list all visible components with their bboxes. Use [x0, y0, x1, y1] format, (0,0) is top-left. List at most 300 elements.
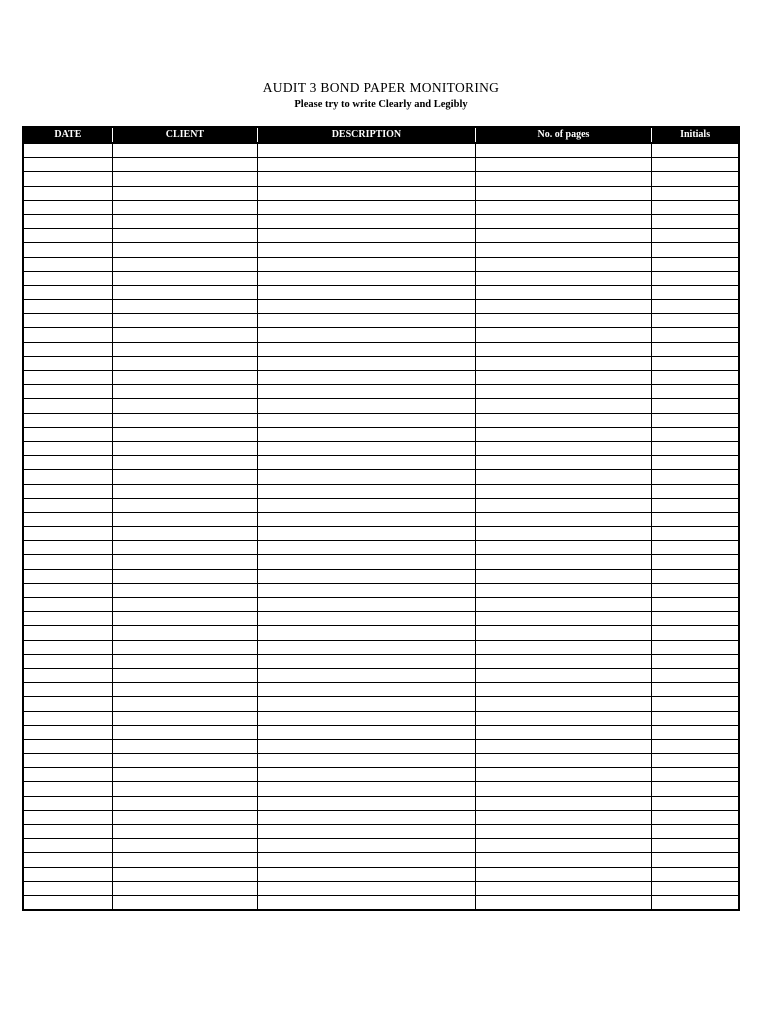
- cell-initials[interactable]: [652, 839, 739, 853]
- cell-client[interactable]: [112, 711, 257, 725]
- cell-initials[interactable]: [652, 739, 739, 753]
- cell-initials[interactable]: [652, 257, 739, 271]
- cell-initials[interactable]: [652, 143, 739, 158]
- cell-client[interactable]: [112, 399, 257, 413]
- cell-date[interactable]: [23, 839, 112, 853]
- cell-client[interactable]: [112, 441, 257, 455]
- table-row: [23, 867, 739, 881]
- cell-pages[interactable]: [475, 229, 651, 243]
- table-row: [23, 895, 739, 910]
- cell-client[interactable]: [112, 541, 257, 555]
- cell-date[interactable]: [23, 541, 112, 555]
- cell-date[interactable]: [23, 300, 112, 314]
- cell-client[interactable]: [112, 796, 257, 810]
- cell-client[interactable]: [112, 782, 257, 796]
- cell-pages[interactable]: [475, 555, 651, 569]
- cell-pages[interactable]: [475, 143, 651, 158]
- cell-description[interactable]: [258, 739, 476, 753]
- cell-date[interactable]: [23, 512, 112, 526]
- cell-initials[interactable]: [652, 555, 739, 569]
- cell-date[interactable]: [23, 654, 112, 668]
- cell-date[interactable]: [23, 640, 112, 654]
- table-row: [23, 569, 739, 583]
- cell-initials[interactable]: [652, 300, 739, 314]
- cell-client[interactable]: [112, 668, 257, 682]
- cell-initials[interactable]: [652, 186, 739, 200]
- cell-description[interactable]: [258, 796, 476, 810]
- cell-client[interactable]: [112, 314, 257, 328]
- cell-initials[interactable]: [652, 371, 739, 385]
- cell-client[interactable]: [112, 484, 257, 498]
- cell-pages[interactable]: [475, 314, 651, 328]
- cell-description[interactable]: [258, 867, 476, 881]
- table-row: [23, 768, 739, 782]
- cell-pages[interactable]: [475, 739, 651, 753]
- cell-pages[interactable]: [475, 810, 651, 824]
- cell-initials[interactable]: [652, 711, 739, 725]
- cell-date[interactable]: [23, 243, 112, 257]
- cell-client[interactable]: [112, 754, 257, 768]
- cell-description[interactable]: [258, 200, 476, 214]
- cell-pages[interactable]: [475, 853, 651, 867]
- cell-date[interactable]: [23, 867, 112, 881]
- cell-initials[interactable]: [652, 583, 739, 597]
- cell-description[interactable]: [258, 484, 476, 498]
- cell-initials[interactable]: [652, 456, 739, 470]
- cell-pages[interactable]: [475, 881, 651, 895]
- cell-date[interactable]: [23, 143, 112, 158]
- cell-client[interactable]: [112, 739, 257, 753]
- cell-date[interactable]: [23, 569, 112, 583]
- cell-client[interactable]: [112, 470, 257, 484]
- cell-initials[interactable]: [652, 810, 739, 824]
- cell-pages[interactable]: [475, 356, 651, 370]
- cell-pages[interactable]: [475, 895, 651, 910]
- cell-date[interactable]: [23, 598, 112, 612]
- cell-initials[interactable]: [652, 782, 739, 796]
- cell-pages[interactable]: [475, 654, 651, 668]
- cell-pages[interactable]: [475, 640, 651, 654]
- cell-client[interactable]: [112, 371, 257, 385]
- cell-date[interactable]: [23, 768, 112, 782]
- cell-client[interactable]: [112, 895, 257, 910]
- cell-client[interactable]: [112, 555, 257, 569]
- cell-pages[interactable]: [475, 200, 651, 214]
- cell-date[interactable]: [23, 527, 112, 541]
- cell-description[interactable]: [258, 243, 476, 257]
- cell-client[interactable]: [112, 626, 257, 640]
- cell-initials[interactable]: [652, 853, 739, 867]
- cell-client[interactable]: [112, 583, 257, 597]
- cell-client[interactable]: [112, 768, 257, 782]
- table-row: [23, 683, 739, 697]
- cell-description[interactable]: [258, 229, 476, 243]
- cell-pages[interactable]: [475, 484, 651, 498]
- cell-client[interactable]: [112, 853, 257, 867]
- cell-description[interactable]: [258, 399, 476, 413]
- cell-initials[interactable]: [652, 271, 739, 285]
- cell-date[interactable]: [23, 158, 112, 172]
- cell-initials[interactable]: [652, 342, 739, 356]
- cell-pages[interactable]: [475, 158, 651, 172]
- cell-date[interactable]: [23, 200, 112, 214]
- cell-date[interactable]: [23, 796, 112, 810]
- cell-client[interactable]: [112, 512, 257, 526]
- cell-client[interactable]: [112, 328, 257, 342]
- cell-date[interactable]: [23, 214, 112, 228]
- cell-description[interactable]: [258, 427, 476, 441]
- cell-client[interactable]: [112, 881, 257, 895]
- cell-client[interactable]: [112, 143, 257, 158]
- cell-pages[interactable]: [475, 598, 651, 612]
- cell-pages[interactable]: [475, 527, 651, 541]
- cell-pages[interactable]: [475, 569, 651, 583]
- cell-initials[interactable]: [652, 314, 739, 328]
- cell-pages[interactable]: [475, 328, 651, 342]
- cell-pages[interactable]: [475, 214, 651, 228]
- cell-description[interactable]: [258, 271, 476, 285]
- cell-description[interactable]: [258, 512, 476, 526]
- cell-date[interactable]: [23, 385, 112, 399]
- cell-date[interactable]: [23, 342, 112, 356]
- page-subtitle: Please try to write Clearly and Legibly: [294, 99, 468, 110]
- table-row: [23, 598, 739, 612]
- cell-pages[interactable]: [475, 541, 651, 555]
- cell-client[interactable]: [112, 186, 257, 200]
- cell-client[interactable]: [112, 598, 257, 612]
- cell-pages[interactable]: [475, 754, 651, 768]
- cell-initials[interactable]: [652, 683, 739, 697]
- cell-initials[interactable]: [652, 768, 739, 782]
- cell-description[interactable]: [258, 385, 476, 399]
- cell-client[interactable]: [112, 342, 257, 356]
- table-row: [23, 498, 739, 512]
- cell-date[interactable]: [23, 668, 112, 682]
- cell-description[interactable]: [258, 825, 476, 839]
- cell-date[interactable]: [23, 725, 112, 739]
- cell-client[interactable]: [112, 285, 257, 299]
- cell-initials[interactable]: [652, 640, 739, 654]
- cell-date[interactable]: [23, 626, 112, 640]
- cell-client[interactable]: [112, 527, 257, 541]
- cell-initials[interactable]: [652, 427, 739, 441]
- cell-pages[interactable]: [475, 796, 651, 810]
- cell-date[interactable]: [23, 456, 112, 470]
- table-row: [23, 711, 739, 725]
- cell-date[interactable]: [23, 470, 112, 484]
- cell-pages[interactable]: [475, 413, 651, 427]
- table-row: [23, 527, 739, 541]
- cell-description[interactable]: [258, 654, 476, 668]
- cell-client[interactable]: [112, 697, 257, 711]
- cell-date[interactable]: [23, 356, 112, 370]
- cell-description[interactable]: [258, 257, 476, 271]
- cell-pages[interactable]: [475, 683, 651, 697]
- table-row: [23, 328, 739, 342]
- cell-date[interactable]: [23, 782, 112, 796]
- cell-initials[interactable]: [652, 385, 739, 399]
- column-header-pages: No. of pages: [475, 127, 651, 143]
- cell-initials[interactable]: [652, 512, 739, 526]
- cell-description[interactable]: [258, 413, 476, 427]
- cell-initials[interactable]: [652, 484, 739, 498]
- cell-description[interactable]: [258, 498, 476, 512]
- cell-client[interactable]: [112, 867, 257, 881]
- cell-initials[interactable]: [652, 895, 739, 910]
- cell-client[interactable]: [112, 257, 257, 271]
- table-row: [23, 271, 739, 285]
- cell-description[interactable]: [258, 555, 476, 569]
- cell-initials[interactable]: [652, 754, 739, 768]
- cell-pages[interactable]: [475, 725, 651, 739]
- cell-pages[interactable]: [475, 371, 651, 385]
- cell-pages[interactable]: [475, 257, 651, 271]
- cell-date[interactable]: [23, 271, 112, 285]
- cell-initials[interactable]: [652, 598, 739, 612]
- cell-initials[interactable]: [652, 399, 739, 413]
- cell-client[interactable]: [112, 356, 257, 370]
- cell-description[interactable]: [258, 527, 476, 541]
- cell-date[interactable]: [23, 314, 112, 328]
- cell-client[interactable]: [112, 200, 257, 214]
- table-row: [23, 427, 739, 441]
- table-row: [23, 300, 739, 314]
- cell-description[interactable]: [258, 768, 476, 782]
- cell-client[interactable]: [112, 498, 257, 512]
- cell-date[interactable]: [23, 825, 112, 839]
- cell-description[interactable]: [258, 697, 476, 711]
- cell-initials[interactable]: [652, 825, 739, 839]
- cell-initials[interactable]: [652, 725, 739, 739]
- cell-date[interactable]: [23, 257, 112, 271]
- cell-date[interactable]: [23, 328, 112, 342]
- cell-date[interactable]: [23, 895, 112, 910]
- cell-description[interactable]: [258, 810, 476, 824]
- cell-pages[interactable]: [475, 300, 651, 314]
- cell-pages[interactable]: [475, 512, 651, 526]
- cell-client[interactable]: [112, 725, 257, 739]
- cell-pages[interactable]: [475, 385, 651, 399]
- cell-pages[interactable]: [475, 342, 651, 356]
- cell-initials[interactable]: [652, 328, 739, 342]
- cell-description[interactable]: [258, 626, 476, 640]
- cell-date[interactable]: [23, 441, 112, 455]
- table-row: [23, 825, 739, 839]
- cell-date[interactable]: [23, 583, 112, 597]
- cell-initials[interactable]: [652, 172, 739, 186]
- cell-client[interactable]: [112, 300, 257, 314]
- cell-description[interactable]: [258, 172, 476, 186]
- cell-client[interactable]: [112, 214, 257, 228]
- table-row: [23, 342, 739, 356]
- cell-pages[interactable]: [475, 867, 651, 881]
- table-row: [23, 214, 739, 228]
- cell-initials[interactable]: [652, 541, 739, 555]
- cell-date[interactable]: [23, 413, 112, 427]
- cell-initials[interactable]: [652, 796, 739, 810]
- cell-client[interactable]: [112, 385, 257, 399]
- cell-client[interactable]: [112, 569, 257, 583]
- cell-description[interactable]: [258, 782, 476, 796]
- cell-initials[interactable]: [652, 654, 739, 668]
- page-title: AUDIT 3 BOND PAPER MONITORING: [262, 80, 500, 95]
- cell-description[interactable]: [258, 143, 476, 158]
- cell-client[interactable]: [112, 243, 257, 257]
- cell-initials[interactable]: [652, 356, 739, 370]
- table-row: [23, 484, 739, 498]
- cell-client[interactable]: [112, 640, 257, 654]
- cell-description[interactable]: [258, 441, 476, 455]
- table-row: [23, 853, 739, 867]
- cell-pages[interactable]: [475, 470, 651, 484]
- cell-initials[interactable]: [652, 441, 739, 455]
- cell-description[interactable]: [258, 683, 476, 697]
- cell-pages[interactable]: [475, 271, 651, 285]
- cell-pages[interactable]: [475, 612, 651, 626]
- cell-date[interactable]: [23, 186, 112, 200]
- cell-date[interactable]: [23, 711, 112, 725]
- cell-description[interactable]: [258, 711, 476, 725]
- cell-date[interactable]: [23, 739, 112, 753]
- cell-pages[interactable]: [475, 285, 651, 299]
- cell-date[interactable]: [23, 881, 112, 895]
- cell-client[interactable]: [112, 654, 257, 668]
- cell-pages[interactable]: [475, 711, 651, 725]
- cell-initials[interactable]: [652, 498, 739, 512]
- cell-pages[interactable]: [475, 825, 651, 839]
- cell-pages[interactable]: [475, 498, 651, 512]
- cell-pages[interactable]: [475, 839, 651, 853]
- cell-initials[interactable]: [652, 229, 739, 243]
- cell-description[interactable]: [258, 356, 476, 370]
- cell-description[interactable]: [258, 839, 476, 853]
- table-header-row: [23, 127, 739, 143]
- cell-client[interactable]: [112, 683, 257, 697]
- cell-date[interactable]: [23, 172, 112, 186]
- cell-client[interactable]: [112, 413, 257, 427]
- cell-description[interactable]: [258, 371, 476, 385]
- cell-description[interactable]: [258, 342, 476, 356]
- cell-description[interactable]: [258, 300, 476, 314]
- cell-initials[interactable]: [652, 527, 739, 541]
- cell-initials[interactable]: [652, 626, 739, 640]
- cell-pages[interactable]: [475, 186, 651, 200]
- cell-description[interactable]: [258, 186, 476, 200]
- table-row: [23, 470, 739, 484]
- cell-description[interactable]: [258, 314, 476, 328]
- cell-client[interactable]: [112, 427, 257, 441]
- cell-date[interactable]: [23, 810, 112, 824]
- cell-pages[interactable]: [475, 427, 651, 441]
- cell-client[interactable]: [112, 810, 257, 824]
- cell-description[interactable]: [258, 598, 476, 612]
- cell-pages[interactable]: [475, 456, 651, 470]
- cell-description[interactable]: [258, 725, 476, 739]
- cell-description[interactable]: [258, 158, 476, 172]
- table-body: [23, 143, 739, 910]
- cell-client[interactable]: [112, 172, 257, 186]
- cell-pages[interactable]: [475, 583, 651, 597]
- cell-pages[interactable]: [475, 668, 651, 682]
- cell-description[interactable]: [258, 583, 476, 597]
- cell-client[interactable]: [112, 229, 257, 243]
- cell-client[interactable]: [112, 612, 257, 626]
- cell-description[interactable]: [258, 612, 476, 626]
- column-header-client: CLIENT: [112, 127, 257, 143]
- cell-initials[interactable]: [652, 285, 739, 299]
- cell-date[interactable]: [23, 229, 112, 243]
- cell-date[interactable]: [23, 399, 112, 413]
- cell-pages[interactable]: [475, 626, 651, 640]
- cell-client[interactable]: [112, 456, 257, 470]
- table-row: [23, 456, 739, 470]
- table-row: [23, 754, 739, 768]
- cell-date[interactable]: [23, 371, 112, 385]
- cell-date[interactable]: [23, 484, 112, 498]
- cell-pages[interactable]: [475, 782, 651, 796]
- table-row: [23, 200, 739, 214]
- cell-description[interactable]: [258, 754, 476, 768]
- cell-description[interactable]: [258, 285, 476, 299]
- cell-initials[interactable]: [652, 200, 739, 214]
- cell-date[interactable]: [23, 498, 112, 512]
- cell-pages[interactable]: [475, 768, 651, 782]
- cell-pages[interactable]: [475, 399, 651, 413]
- cell-initials[interactable]: [652, 881, 739, 895]
- cell-initials[interactable]: [652, 214, 739, 228]
- cell-pages[interactable]: [475, 441, 651, 455]
- cell-initials[interactable]: [652, 612, 739, 626]
- cell-client[interactable]: [112, 158, 257, 172]
- cell-date[interactable]: [23, 697, 112, 711]
- cell-description[interactable]: [258, 569, 476, 583]
- cell-description[interactable]: [258, 470, 476, 484]
- cell-description[interactable]: [258, 895, 476, 910]
- cell-date[interactable]: [23, 285, 112, 299]
- cell-initials[interactable]: [652, 413, 739, 427]
- cell-description[interactable]: [258, 881, 476, 895]
- cell-date[interactable]: [23, 754, 112, 768]
- cell-pages[interactable]: [475, 172, 651, 186]
- cell-client[interactable]: [112, 825, 257, 839]
- cell-initials[interactable]: [652, 158, 739, 172]
- cell-description[interactable]: [258, 541, 476, 555]
- cell-initials[interactable]: [652, 470, 739, 484]
- cell-date[interactable]: [23, 853, 112, 867]
- cell-client[interactable]: [112, 839, 257, 853]
- cell-description[interactable]: [258, 853, 476, 867]
- cell-description[interactable]: [258, 456, 476, 470]
- table-row: [23, 541, 739, 555]
- cell-description[interactable]: [258, 668, 476, 682]
- cell-description[interactable]: [258, 328, 476, 342]
- cell-pages[interactable]: [475, 243, 651, 257]
- cell-initials[interactable]: [652, 668, 739, 682]
- cell-initials[interactable]: [652, 569, 739, 583]
- cell-description[interactable]: [258, 214, 476, 228]
- cell-date[interactable]: [23, 612, 112, 626]
- cell-initials[interactable]: [652, 867, 739, 881]
- table-row: [23, 441, 739, 455]
- cell-pages[interactable]: [475, 697, 651, 711]
- cell-date[interactable]: [23, 427, 112, 441]
- cell-initials[interactable]: [652, 697, 739, 711]
- cell-date[interactable]: [23, 683, 112, 697]
- cell-description[interactable]: [258, 640, 476, 654]
- cell-initials[interactable]: [652, 243, 739, 257]
- cell-client[interactable]: [112, 271, 257, 285]
- cell-date[interactable]: [23, 555, 112, 569]
